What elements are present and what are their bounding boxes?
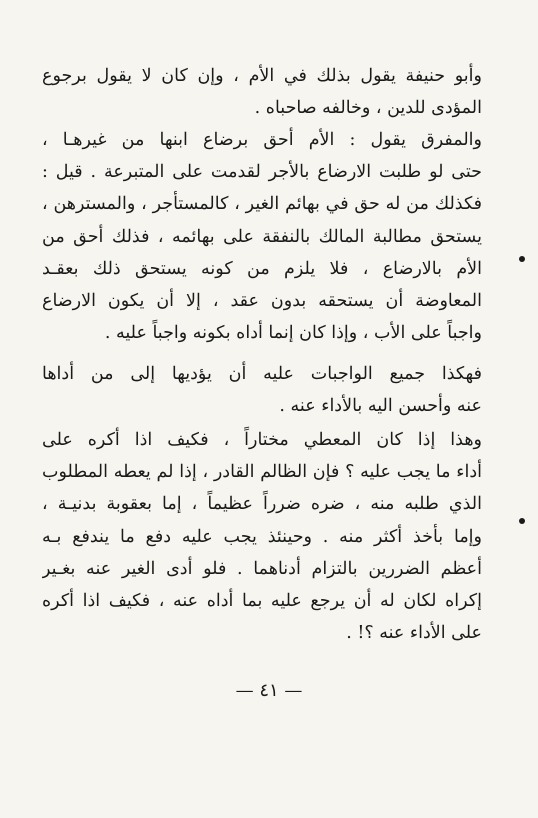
text-line: وأبو حنيفة يقول بذلك في الأم ، وإن كان لا يقول برجوع — [42, 66, 482, 86]
text-line: واجباً على الأب ، وإذا كان إنما أداه بكونه واجباً عليه . — [104, 323, 482, 344]
text-line: المعاوضة أن يستحقه بدون عقد ، إلا أن يكون الارضاع — [42, 290, 482, 311]
page-number: — ٤١ — — [235, 680, 303, 701]
text-line: المؤدى للدين ، وخالفه صاحباه . — [254, 98, 482, 119]
margin-mark — [519, 256, 525, 262]
paragraph-3 — [42, 358, 482, 422]
margin-mark — [519, 518, 525, 524]
text-line: وإما بأخذ أكثر منه . وحينئذ يجب عليه دفع ما يندفع بـه — [42, 526, 482, 547]
text-line: والمفرق يقول : الأم أحق برضاع ابنها من غيرهـا ، — [42, 130, 482, 150]
paragraph-1 — [42, 60, 482, 124]
text-line: وهذا إذا كان المعطي مختاراً ، فكيف اذا أكره على — [42, 430, 482, 450]
text-line: الذي طلبه منه ، ضره ضرراً عظيماً ، إما بعقوبة بدنيـة ، — [42, 494, 482, 515]
text-line: فكذلك من له حق في بهائم الغير ، كالمستأجر ، والمسترهن ، — [42, 194, 482, 215]
text-line: عنه وأحسن اليه بالأداء عنه . — [279, 396, 482, 417]
text-line: أداء ما يجب عليه ؟ فإن الظالم القادر ، إذا لم يعطه المطلوب — [42, 462, 482, 483]
text-line: على الأداء عنه ؟! . — [346, 623, 482, 644]
text-line: الأم بالارضاع ، فلا يلزم من كونه يستحق ذلك بعقـد — [42, 258, 482, 279]
text-line: إكراه لكان له أن يرجع عليه بما أداه عنه ، فكيف اذا أكره — [42, 590, 482, 611]
text-line: يستحق مطالبة المالك بالنفقة على بهائمه ، فذلك أحق من — [42, 226, 482, 247]
paragraph-2 — [42, 124, 482, 349]
text-line: أعظم الضررين بالتزام أدناهما . فلو أدى الغير عنه بغـير — [42, 558, 482, 579]
text-line: فهكذا جميع الواجبات عليه أن يؤديها إلى من أداها — [42, 364, 482, 384]
text-line: حتى لو طلبت الارضاع بالأجر لقدمت على المتبرعة . قيل : — [42, 162, 482, 183]
paragraph-4 — [42, 424, 482, 649]
